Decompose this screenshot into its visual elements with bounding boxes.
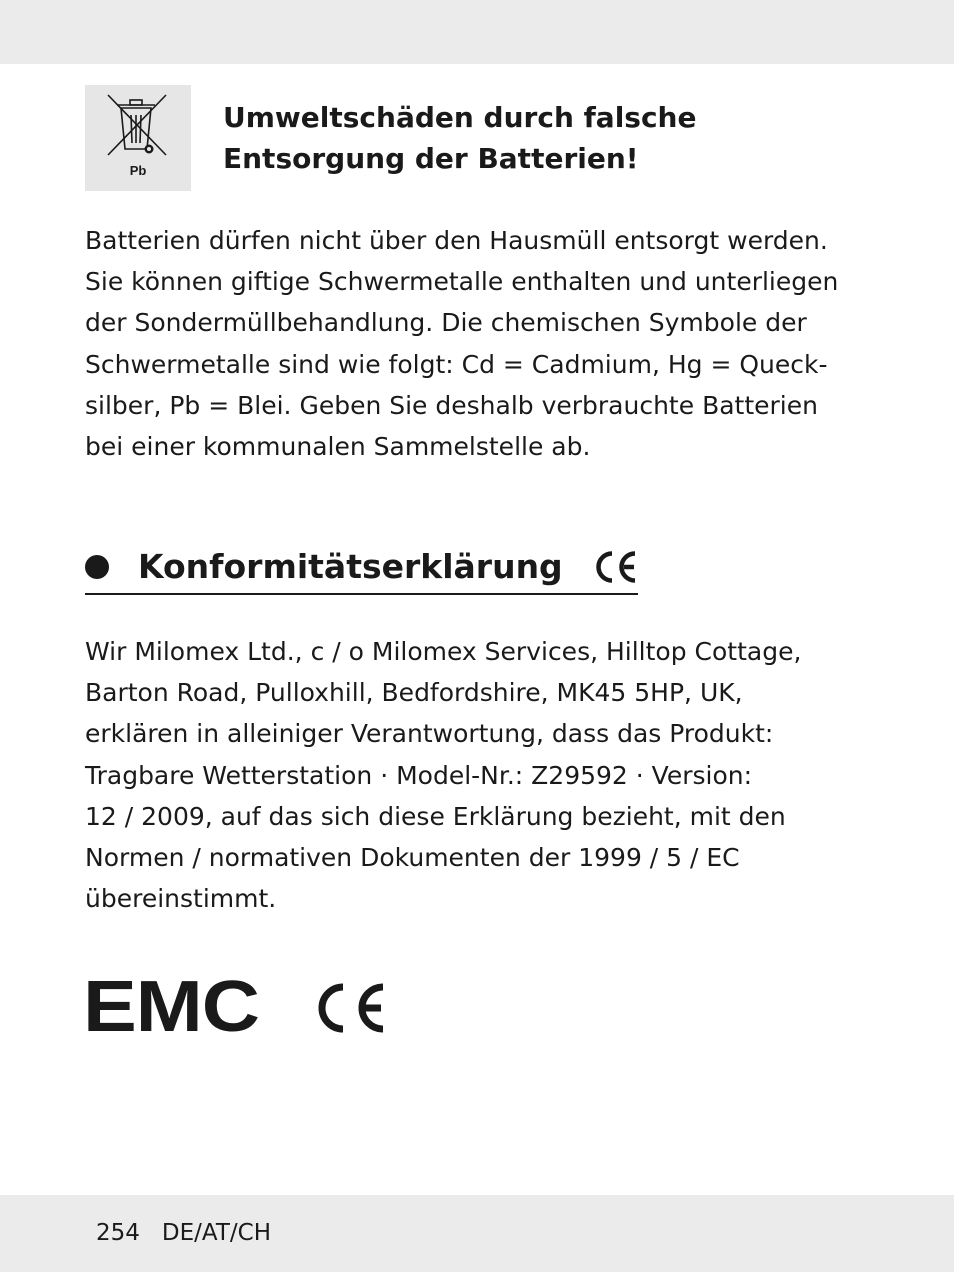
paragraph-line: Barton Road, Pulloxhill, Bedfordshire, MK45 5HP, UK, bbox=[85, 678, 743, 708]
crossed-out-wheelie-bin-icon bbox=[103, 93, 173, 163]
section-heading bbox=[85, 538, 638, 595]
warning-title-line: Umweltschäden durch falsche bbox=[223, 101, 697, 134]
locale-label: DE/AT/CH bbox=[161, 1220, 271, 1246]
paragraph-line: Batterien dürfen nicht über den Hausmüll entsorgt werden. bbox=[85, 226, 828, 255]
top-band bbox=[0, 0, 954, 64]
paragraph-line: erklären in alleiniger Verantwortung, dass das Produkt: bbox=[85, 719, 774, 749]
battery-disposal-symbol bbox=[85, 85, 191, 191]
section-title: Konformitätserklärung bbox=[138, 547, 563, 586]
page-footer bbox=[96, 1218, 271, 1248]
bullet-icon bbox=[85, 555, 109, 579]
paragraph-line: Schwermetalle sind wie folgt: Cd = Cadmium, Hg = Queck- bbox=[85, 349, 828, 379]
paragraph-line: Sie können giftige Schwermetalle enthalten und unterliegen bbox=[85, 267, 839, 297]
ce-mark-icon bbox=[593, 550, 639, 584]
conformity-paragraph bbox=[85, 631, 885, 919]
paragraph-line: Tragbare Wetterstation · Model-Nr.: Z29592 · Version: bbox=[85, 760, 753, 790]
warning-title-line: Entsorgung der Batterien! bbox=[223, 142, 639, 175]
emc-label: EMC bbox=[83, 967, 259, 1047]
paragraph-line: bei einer kommunalen Sammelstelle ab. bbox=[85, 432, 591, 462]
pb-label: Pb bbox=[129, 163, 147, 178]
paragraph-line: Wir Milomex Ltd., c / o Milomex Services, Hilltop Cottage, bbox=[85, 637, 802, 666]
paragraph-line: übereinstimmt. bbox=[85, 884, 277, 914]
paragraph-line: 12 / 2009, auf das sich diese Erklärung bezieht, mit den bbox=[85, 801, 786, 831]
warning-title bbox=[223, 97, 843, 179]
battery-disposal-paragraph bbox=[85, 220, 885, 467]
paragraph-line: Normen / normativen Dokumenten der 1999 / 5 / EC bbox=[85, 843, 740, 873]
page-number: 254 bbox=[96, 1220, 140, 1246]
paragraph-line: der Sondermüllbehandlung. Die chemischen Symbole der bbox=[85, 308, 807, 338]
ce-mark-icon bbox=[313, 982, 389, 1034]
paragraph-line: silber, Pb = Blei. Geben Sie deshalb verbrauchte Batterien bbox=[85, 390, 818, 420]
